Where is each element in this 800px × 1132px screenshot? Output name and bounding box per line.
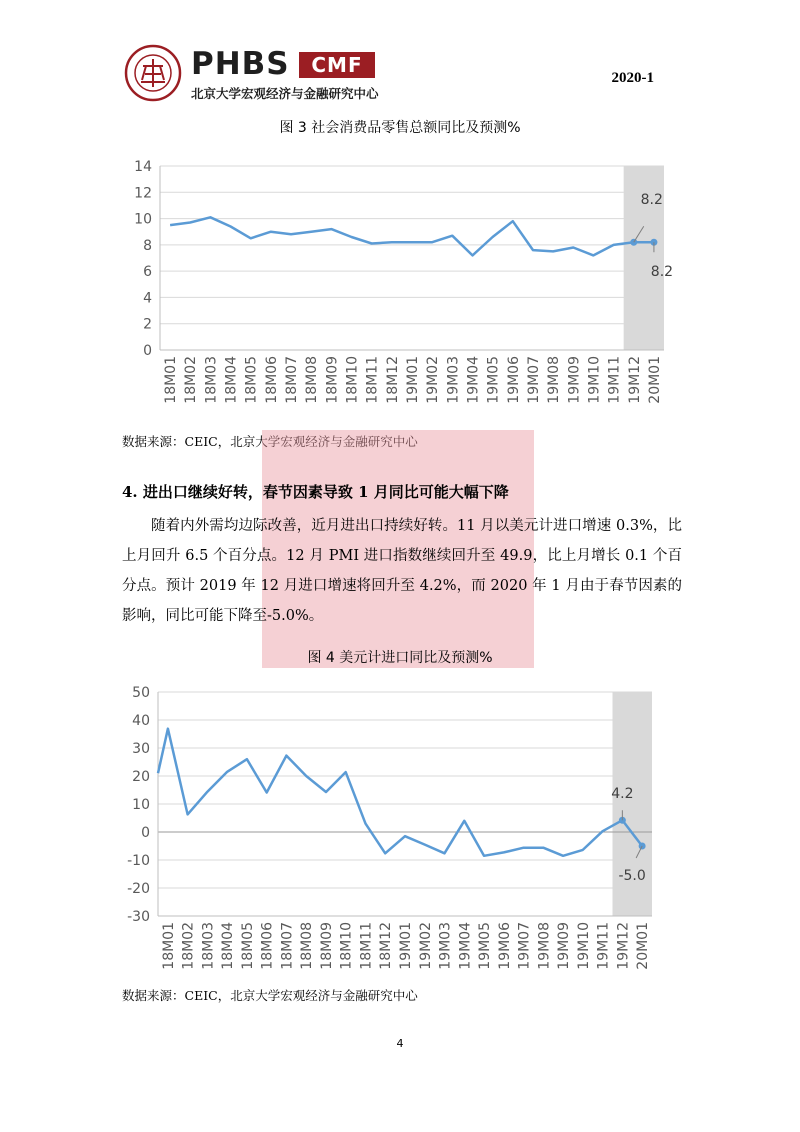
x-tick-label: 18M08 bbox=[304, 356, 321, 404]
x-tick-label: 19M05 bbox=[485, 356, 502, 404]
page-number: 4 bbox=[396, 1037, 404, 1050]
x-tick-label: 19M01 bbox=[398, 922, 414, 970]
y-tick-label: 0 bbox=[143, 343, 152, 359]
x-tick-label: 19M02 bbox=[417, 922, 434, 970]
brand-subtitle: 北京大学宏观经济与金融研究中心 bbox=[191, 86, 379, 101]
x-tick-label: 19M06 bbox=[496, 922, 513, 970]
x-tick-label: 18M10 bbox=[338, 922, 355, 970]
x-tick-label: 19M12 bbox=[626, 356, 643, 404]
y-tick-label: 4 bbox=[143, 290, 152, 307]
x-tick-label: 19M05 bbox=[477, 922, 494, 970]
x-tick-label: 18M11 bbox=[358, 922, 375, 970]
x-tick-label: 19M06 bbox=[505, 356, 522, 404]
x-tick-label: 18M04 bbox=[223, 356, 240, 404]
x-tick-label: 18M01 bbox=[163, 356, 180, 404]
y-tick-label: 40 bbox=[132, 713, 150, 729]
figure4-caption: 图 4 美元计进口同比及预测% bbox=[307, 650, 493, 666]
data-label: 8.2 bbox=[650, 264, 674, 281]
y-tick-label: 30 bbox=[132, 741, 150, 757]
x-tick-label: 19M07 bbox=[525, 356, 542, 404]
x-tick-label: 19M12 bbox=[615, 922, 632, 970]
y-tick-label: 2 bbox=[143, 316, 152, 333]
x-tick-label: 18M12 bbox=[384, 356, 401, 404]
paragraph-text: 随着内外需均边际改善，近月进出口持续好转。11 月以美元计进口增速 0.3%，比上月回升 6.5 个百分点。12 月 PMI 进口指数继续回升至 49.9，比上月增长 0.1 个百分点。预计 2019 年 12 月进口增速将回升至 4.2%，而 2020 年 1 月由于春节因素的影响，同比可能下降至-5.0%。 bbox=[122, 518, 682, 624]
x-tick-label: 19M07 bbox=[516, 922, 533, 970]
x-tick-label: 19M11 bbox=[606, 356, 623, 404]
x-tick-label: 18M06 bbox=[263, 356, 280, 404]
x-tick-label: 18M07 bbox=[279, 922, 296, 970]
x-tick-label: 18M02 bbox=[180, 922, 197, 970]
x-tick-label: 18M11 bbox=[364, 356, 381, 404]
y-tick-label: 14 bbox=[134, 159, 152, 175]
x-tick-label: 18M04 bbox=[220, 922, 237, 970]
y-tick-label: 10 bbox=[132, 797, 150, 813]
x-tick-label: 19M03 bbox=[437, 922, 454, 970]
x-tick-label: 20M01 bbox=[646, 356, 663, 404]
x-tick-label: 18M05 bbox=[239, 922, 256, 970]
x-tick-label: 19M11 bbox=[595, 922, 612, 970]
x-tick-label: 18M09 bbox=[324, 356, 341, 404]
x-tick-label: 19M10 bbox=[575, 922, 592, 970]
y-tick-label: 12 bbox=[134, 185, 152, 202]
y-tick-label: 8 bbox=[143, 237, 152, 254]
x-tick-label: 18M02 bbox=[183, 356, 200, 404]
figure4-source: 数据来源：CEIC，北京大学宏观经济与金融研究中心 bbox=[122, 988, 418, 1003]
y-tick-label: 6 bbox=[143, 264, 152, 281]
x-tick-label: 19M03 bbox=[445, 356, 462, 404]
x-tick-label: 18M10 bbox=[344, 356, 361, 404]
x-tick-label: 19M09 bbox=[566, 356, 583, 404]
x-tick-label: 19M04 bbox=[465, 356, 482, 404]
x-tick-label: 20M01 bbox=[635, 922, 652, 970]
x-tick-label: 18M08 bbox=[299, 922, 316, 970]
data-label: 8.2 bbox=[640, 192, 663, 209]
figure3-caption: 图 3 社会消费品零售总额同比及预测% bbox=[279, 120, 521, 136]
x-tick-label: 18M06 bbox=[259, 922, 276, 970]
x-tick-label: 18M03 bbox=[200, 922, 217, 970]
x-tick-label: 18M07 bbox=[284, 356, 301, 404]
y-tick-label: 50 bbox=[132, 685, 150, 701]
issue-number: 2020-1 bbox=[611, 70, 654, 86]
data-label: -5.0 bbox=[618, 868, 646, 884]
x-tick-label: 18M12 bbox=[378, 922, 395, 970]
figure3-source: 数据来源：CEIC，北京大学宏观经济与金融研究中心 bbox=[122, 434, 418, 449]
x-tick-label: 19M09 bbox=[556, 922, 573, 970]
data-label: 4.2 bbox=[611, 786, 634, 803]
x-tick-label: 18M01 bbox=[160, 922, 177, 970]
y-tick-label: 10 bbox=[134, 211, 152, 228]
x-tick-label: 19M08 bbox=[546, 356, 563, 404]
y-tick-label: -20 bbox=[127, 881, 150, 897]
x-tick-label: 19M10 bbox=[586, 356, 603, 404]
brand-badge: CMF bbox=[299, 52, 375, 78]
y-tick-label: -30 bbox=[127, 909, 150, 925]
x-tick-label: 18M05 bbox=[243, 356, 260, 404]
x-tick-label: 19M02 bbox=[425, 356, 442, 404]
x-tick-label: 18M09 bbox=[318, 922, 335, 970]
brand-name: PHBS bbox=[191, 46, 290, 82]
x-tick-label: 19M01 bbox=[405, 356, 421, 404]
y-tick-label: -10 bbox=[127, 853, 150, 869]
x-tick-label: 19M08 bbox=[536, 922, 553, 970]
y-tick-label: 20 bbox=[132, 769, 150, 785]
section-title: 4. 进出口继续好转，春节因素导致 1 月同比可能大幅下降 bbox=[122, 483, 509, 501]
y-tick-label: 0 bbox=[141, 825, 150, 841]
x-tick-label: 19M04 bbox=[457, 922, 474, 970]
x-tick-label: 18M03 bbox=[203, 356, 220, 404]
